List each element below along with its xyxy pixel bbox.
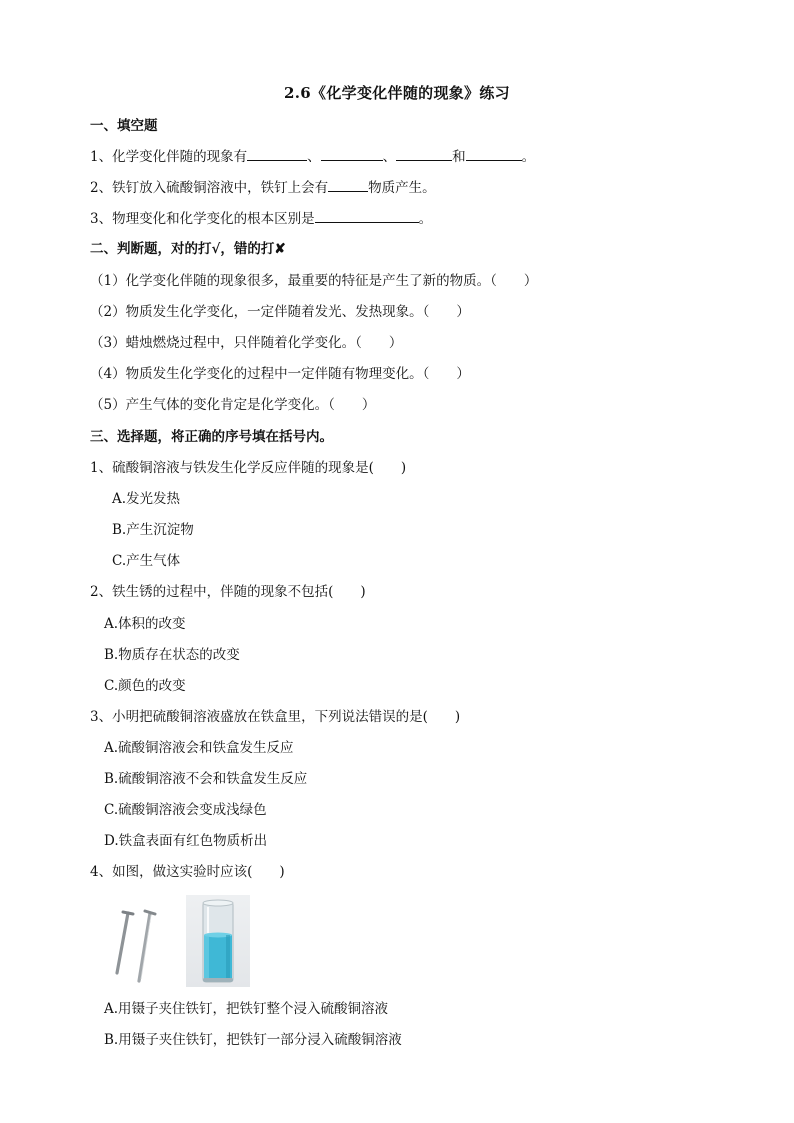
blank-4[interactable] <box>466 147 522 161</box>
q1-end: 。 <box>521 149 536 165</box>
iron-nails-icon <box>108 895 178 990</box>
q2-suffix: 物质产生。 <box>368 180 436 196</box>
section1-heading: 一、填空题 <box>90 118 158 134</box>
choice-q3-option-b: B.硫酸铜溶液不会和铁盒发生反应 <box>104 771 308 787</box>
judge-item-3: （3）蜡烛燃烧过程中，只伴随着化学变化。（ ） <box>90 335 403 351</box>
q1-and: 和 <box>452 149 466 165</box>
blank-2[interactable] <box>321 147 383 161</box>
choice-q1-option-a: A.发光发热 <box>112 491 181 507</box>
choice-q2-option-c: C.颜色的改变 <box>104 678 186 694</box>
q3-end: 。 <box>418 211 433 227</box>
blank-6[interactable] <box>315 209 419 223</box>
choice-q3-stem: 3、小明把硫酸铜溶液盛放在铁盒里，下列说法错误的是( ) <box>90 709 461 725</box>
choice-q1-option-b: B.产生沉淀物 <box>112 522 194 538</box>
choice-q4-option-a: A.用镊子夹住铁钉，把铁钉整个浸入硫酸铜溶液 <box>104 1001 389 1017</box>
judge-item-5: （5）产生气体的变化肯定是化学变化。（ ） <box>90 397 376 413</box>
copper-sulfate-beaker-icon <box>186 895 250 987</box>
q3-prefix: 3、物理变化和化学变化的根本区别是 <box>90 211 315 227</box>
choice-q2-stem: 2、铁生锈的过程中，伴随的现象不包括( ) <box>90 584 366 600</box>
experiment-figure <box>108 895 258 990</box>
judge-item-2: （2）物质发生化学变化，一定伴随着发光、发热现象。（ ） <box>90 304 470 320</box>
fill-question-3 <box>90 209 432 228</box>
page-title: 2.6《化学变化伴随的现象》练习 <box>284 84 510 102</box>
q1-sep2: 、 <box>382 149 397 165</box>
blank-5[interactable] <box>328 178 368 192</box>
q2-prefix: 2、铁钉放入硫酸铜溶液中，铁钉上会有 <box>90 180 329 196</box>
choice-q4-option-b: B.用镊子夹住铁钉，把铁钉一部分浸入硫酸铜溶液 <box>104 1032 402 1048</box>
q1-sep1: 、 <box>307 149 321 165</box>
choice-q3-option-c: C.硫酸铜溶液会变成浅绿色 <box>104 802 267 818</box>
choice-q3-option-a: A.硫酸铜溶液会和铁盒发生反应 <box>104 740 294 756</box>
choice-q1-option-c: C.产生气体 <box>112 553 181 569</box>
choice-q3-option-d: D.铁盒表面有红色物质析出 <box>104 833 268 849</box>
section2-heading: 二、判断题，对的打√，错的打✘ <box>90 241 286 257</box>
blank-3[interactable] <box>396 147 452 161</box>
choice-q4-stem: 4、如图，做这实验时应该( ) <box>90 864 285 880</box>
choice-q1-stem: 1、硫酸铜溶液与铁发生化学反应伴随的现象是( ) <box>90 460 407 476</box>
fill-question-2 <box>90 178 436 197</box>
section3-heading: 三、选择题，将正确的序号填在括号内。 <box>90 429 333 445</box>
choice-q2-option-b: B.物质存在状态的改变 <box>104 647 240 663</box>
choice-q2-option-a: A.体积的改变 <box>104 616 186 632</box>
judge-item-4: （4）物质发生化学变化的过程中一定伴随有物理变化。（ ） <box>90 366 470 382</box>
q1-prefix: 1、化学变化伴随的现象有 <box>90 149 248 165</box>
blank-1[interactable] <box>247 147 307 161</box>
beaker-photo <box>186 895 250 987</box>
fill-question-1 <box>90 147 535 166</box>
judge-item-1: （1）化学变化伴随的现象很多，最重要的特征是产生了新的物质。（ ） <box>90 273 538 289</box>
